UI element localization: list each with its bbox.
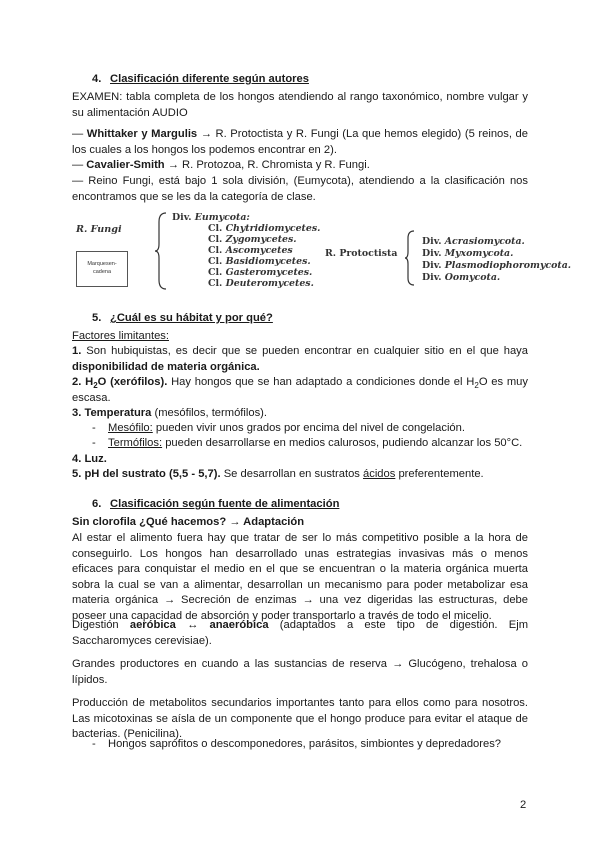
protoctista-div: Div. Plasmodiophoromycota. [422,260,572,271]
section-6-subheading: Sin clorofila ¿Qué hacemos? → Adaptación [72,516,305,528]
class-item: Cl. Chytridiomycetes. [208,223,321,234]
r-fungi-label: R. Fungi [76,224,122,235]
box-text-2: cadena [92,269,112,275]
class-item: Cl. Ascomycetes [208,245,293,256]
div-eumycota: Div. Eumycota: [172,212,250,223]
factor-4: 4. Luz. [72,453,107,465]
taxonomy-diagram [72,212,572,294]
exam-note: EXAMEN: tabla completa de los hongos atendiendo al rango taxonómico, nombre vulgar y su alimentación AUDIO [72,91,528,119]
page-number: 2 [520,799,527,811]
factor-1: 1. Son hubiquistas, es decir que se pueden encontrar en cualquier sitio en el que haya disponibilidad de materia orgánica. [72,345,528,373]
section-5-heading: 5. ¿Cuál es su hábitat y por qué? [92,312,273,324]
section-6-heading: 6. Clasificación según fuente de alimentación [92,498,340,510]
metabolites-paragraph: Producción de metabolitos secundarios importantes tanto para ellos como para nosotros. Las micotoxinas se aísla de un componente que el hongo produce para evitar el ataque de bacterias. (Penicilina). [72,697,528,740]
class-item: Cl. Basidiomycetes. [208,256,311,267]
factor-2: 2. $H_2O$ (xerófilos). Hay hongos que se han adaptado a condiciones donde el $H_2O$ es muy escasa. [72,376,528,404]
reserve-paragraph: Grandes productores en cuando a las sustancias de reserva → Glucógeno, trehalosa o lípidos. [72,658,528,686]
factores-limitantes: Factores limitantes: [72,330,169,342]
protoctista-div: Div. Myxomycota. [422,248,514,259]
whittaker-margulis-line: — Whittaker y Margulis → R. Protoctista y R. Fungi (La que hemos elegido) (5 reinos, de los cuales a los hongos los podemos encontrar en 2). [72,128,528,156]
reino-fungi-line: — Reino Fungi, está bajo 1 sola división, (Eumycota), atendiendo a la clasificación nos encontramos que se les da la categoría de clase. [72,175,528,203]
protoctista-div: Div. Acrasiomycota. [422,236,525,247]
digestion-paragraph: Digestión aeróbica ↔ anaeróbica (adaptados a este tipo de digestión. Ejm Saccharomyces cerevisiae). [72,619,529,647]
box-text-1: Marquesen- [87,261,117,267]
factor-3: 3. Temperatura (mesófilos, termófilos). [72,407,268,419]
left-brace-icon [154,212,168,290]
section-4-heading: 4. Clasificación diferente según autores [92,73,309,85]
factor-5: 5. pH del sustrato (5,5 - 5,7). Se desarrollan en sustratos ácidos preferentemente. [72,468,484,480]
class-item: Cl. Zygomycetes. [208,234,297,245]
document-page: 4. Clasificación diferente según autores EXAMEN: tabla completa de los hongos atendiendo al rango taxonómico, nombre vulgar y su alimentación AUDIO — Whittaker y Margulis → R. Protoctista y R. Fungi (La que hemos elegido) (5 reinos, de los cuales a los hongos los podemos encontrar en 2). — Cavalier-Smith → R. Protozoa, R. Chromista y R. Fungi. — Reino Fungi, está bajo 1 sola división, (Eumycota), atendiendo a la clasificación nos encontramos que se les da la categoría de clase. R. Fungi Marquesen- cadena Div. Eumycota: Cl. Chytridiomycetes. Cl. Zygomycetes. Cl. Ascomycetes Cl. Basidiomycetes. Cl. Gasteromycetes. Cl. Deuteromycetes. R. Protoctista Div. Acrasiomycota. Div. Myxomycota. Div. Plasmodiophoromycota. Div. Oomycota. 5. ¿Cuál es su hábitat y por qué? Factores limitantes: 1. Son hubiquistas, es decir que se pueden encontrar en cualquier sitio en el que haya disponibilidad de materia orgánica. 2. $H_2O$ (xerófilos). Hay hongos que se han adaptado a condiciones donde el $H_2O$ es muy escasa. 3. Temperatura (mesófilos, termófilos). - Mesófilo: pueden vivir unos grados por encima del nivel de congelación. - Termófilos: pueden desarrollarse en medios calurosos, pudiendo alcanzar los 50°C. 4. Luz. 5. pH del sustrato (5,5 - 5,7). Se desarrollan en sustratos ácidos preferentemente. 6. Clasificación según fuente de alimentación Sin clorofila ¿Qué hacemos? → Adaptación Al estar el alimento fuera hay que tratar de ser lo más competitivo posible a la hora de conseguirlo. Los hongos han desarrollado unas estrategias invasivas más o menos eficaces para conquistar el medio en el que se encuentran o la materia orgánica muerta sobra la cual se van a alimentar, desarrollan un mecanismo para poder metabolizar esa materia orgánica → Secreción de enzimas → una vez digeridas las estructuras, debe poseer una capacidad de absorción y poder transportarlo a través de todo el micelio. Digestión aeróbica ↔ anaeróbica (adaptados a este tipo de digestión. Ejm Saccharomyces cerevisiae). Grandes productores en cuando a las sustancias de reserva → Glucógeno, trehalosa o lípidos. Producción de metabolitos secundarios importantes tanto para ellos como para nosotros. Las micotoxinas se aísla de un componente que el hongo produce para evitar el ataque de bacterias. (Penicilina). - Hongos saprófitos o descomponedores, parásitos, simbiontes y depredadores? 2 [72,73,572,811]
r-protoctista-label: R. Protoctista [325,248,398,259]
class-item: Cl. Deuteromycetes. [208,278,314,289]
protoctista-div: Div. Oomycota. [422,272,501,283]
cavalier-smith-line: — Cavalier-Smith → R. Protozoa, R. Chromista y R. Fungi. [72,159,370,171]
adaptation-paragraph: Al estar el alimento fuera hay que tratar de ser lo más competitivo posible a la hora de conseguirlo. Los hongos han desarrollado unas estrategias invasivas más o menos eficaces para conquistar el medio en el que se encuentran o la materia orgánica muerta sobra la cual se van a alimentar, desarrollan un mecanismo para poder metabolizar esa materia orgánica → Secreción de enzimas → una vez digeridas las estructuras, debe poseer una capacidad de absorción y poder transportarlo a través de todo el micelio. [72,532,528,622]
right-brace-icon [404,230,416,286]
image-placeholder-box [76,251,128,287]
class-item: Cl. Gasteromycetes. [208,267,313,278]
